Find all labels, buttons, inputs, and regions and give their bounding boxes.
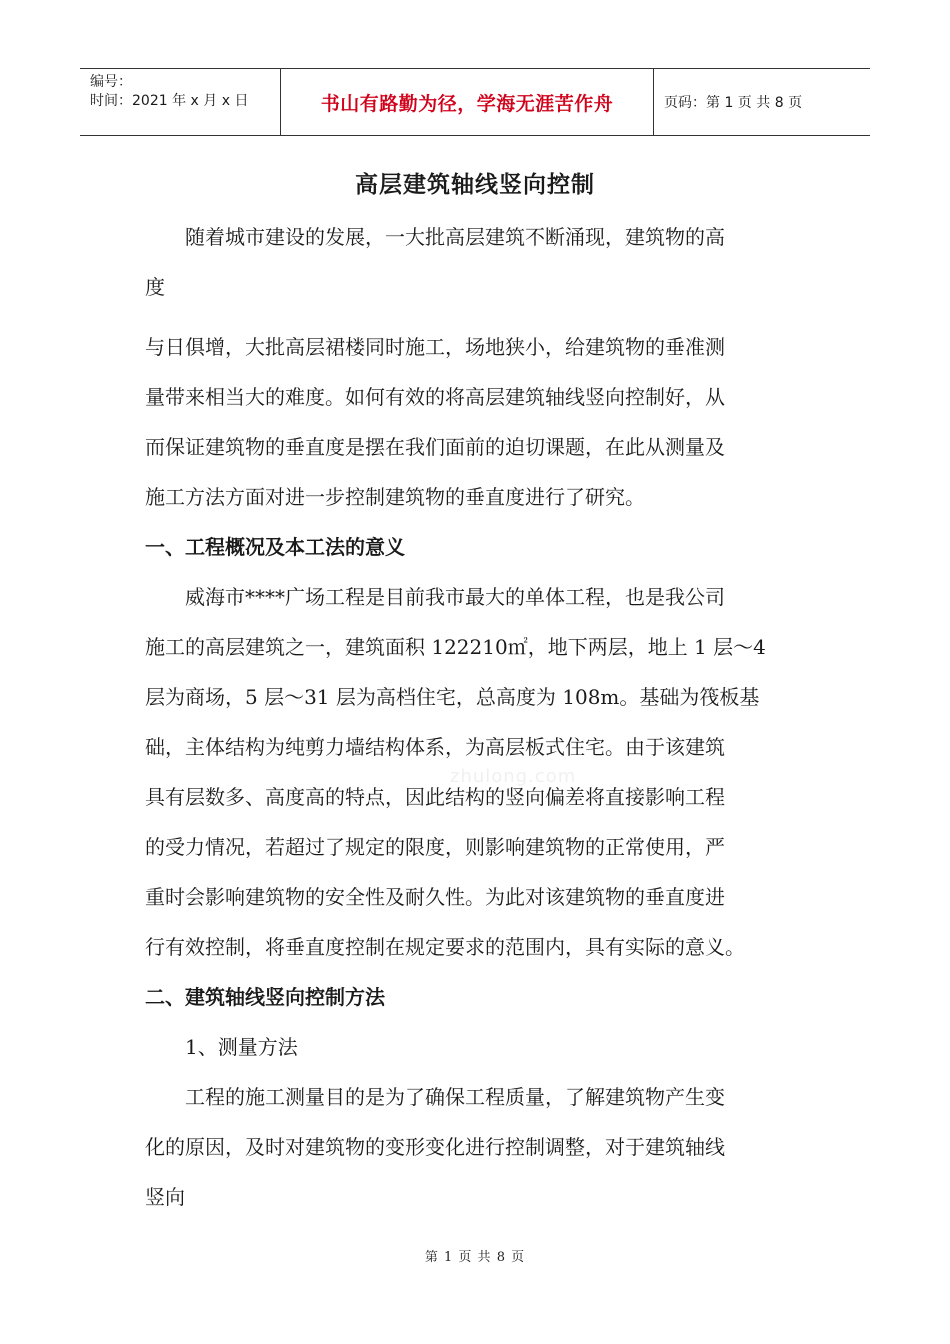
- paragraph-line: 础，主体结构为纯剪力墙结构体系，为高层板式住宅。由于该建筑: [145, 735, 725, 759]
- paragraph-line: 工程的施工测量目的是为了确保工程质量，了解建筑物产生变: [145, 1085, 725, 1109]
- section-heading-1: 一、工程概况及本工法的意义: [145, 535, 405, 559]
- header-page-info: 页码：第 1 页 共 8 页: [664, 95, 803, 111]
- paragraph-line: 而保证建筑物的垂直度是摆在我们面前的迫切课题，在此从测量及: [145, 435, 725, 459]
- paragraph-line: 施工的高层建筑之一，建筑面积 122210㎡，地下两层，地上 1 层～4: [145, 635, 766, 659]
- header-motto: 书山有路勤为径，学海无涯苦作舟: [281, 69, 654, 135]
- paragraph-line: 具有层数多、高度高的特点，因此结构的竖向偏差将直接影响工程: [145, 785, 725, 809]
- paragraph-line: 施工方法方面对进一步控制建筑物的垂直度进行了研究。: [145, 485, 645, 509]
- paragraph-line: 的受力情况，若超过了规定的限度，则影响建筑物的正常使用，严: [145, 835, 725, 859]
- paragraph-line: 随着城市建设的发展，一大批高层建筑不断涌现，建筑物的高: [145, 225, 725, 249]
- document-number-label: 编号：: [90, 74, 132, 90]
- watermark: zhulong.com: [450, 766, 577, 787]
- paragraph-line: 层为商场，5 层～31 层为高档住宅，总高度为 108m。基础为筏板基: [145, 685, 760, 709]
- document-title: 高层建筑轴线竖向控制: [355, 172, 595, 198]
- page-footer: 第 1 页 共 8 页: [424, 1250, 526, 1265]
- paragraph-line: 量带来相当大的难度。如何有效的将高层建筑轴线竖向控制好，从: [145, 385, 725, 409]
- paragraph-line: 行有效控制，将垂直度控制在规定要求的范围内，具有实际的意义。: [145, 935, 745, 959]
- document-time-label: 时间：2021 年 x 月 x 日: [90, 93, 249, 109]
- paragraph-line: 竖向: [145, 1185, 185, 1209]
- paragraph-line: 威海市****广场工程是目前我市最大的单体工程，也是我公司: [145, 585, 725, 609]
- document-body: [145, 212, 810, 1222]
- subsection-heading: 1、测量方法: [145, 1035, 298, 1059]
- header-meta-cell: [80, 69, 281, 135]
- paragraph-line: 度: [145, 275, 165, 299]
- paragraph-line: 重时会影响建筑物的安全性及耐久性。为此对该建筑物的垂直度进: [145, 885, 725, 909]
- section-heading-2: 二、建筑轴线竖向控制方法: [145, 985, 385, 1009]
- paragraph-line: 与日俱增，大批高层裙楼同时施工，场地狭小，给建筑物的垂准测: [145, 335, 725, 359]
- header-table: [80, 68, 870, 136]
- paragraph-line: 化的原因，及时对建筑物的变形变化进行控制调整，对于建筑轴线: [145, 1135, 725, 1159]
